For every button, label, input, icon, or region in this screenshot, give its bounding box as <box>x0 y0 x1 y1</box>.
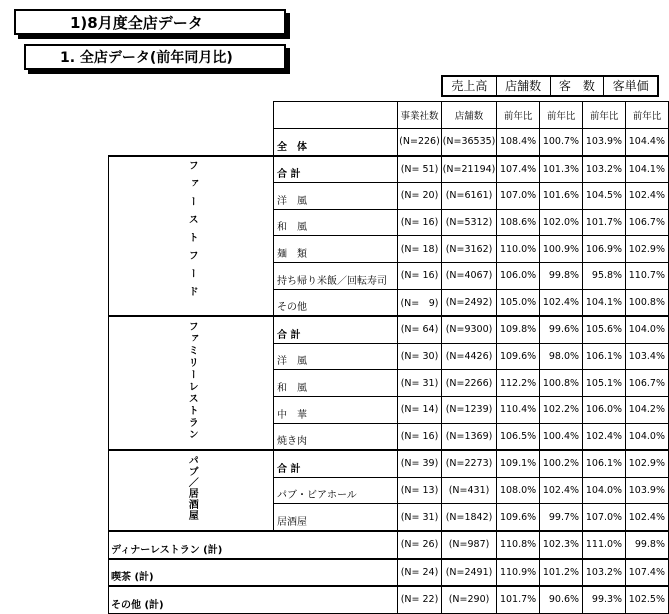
companies-cell: (N=226) <box>397 129 441 156</box>
companies-cell: (N= 16) <box>397 423 441 450</box>
companies-cell: (N= 14) <box>397 396 441 423</box>
stores-cell: (N=36535) <box>442 129 497 156</box>
yoy-stores-cell: 102.4% <box>540 289 583 316</box>
header-yoy-unit-price: 前年比 <box>626 102 669 129</box>
yoy-unit-price-cell: 102.5% <box>626 586 669 613</box>
yoy-sales-cell: 109.6% <box>496 343 539 370</box>
yoy-stores-cell: 100.7% <box>540 129 583 156</box>
yoy-unit-price-cell: 102.9% <box>626 450 669 477</box>
yoy-customers-cell: 104.5% <box>583 183 626 210</box>
yoy-sales-cell: 110.8% <box>496 531 539 559</box>
yoy-unit-price-cell: 104.0% <box>626 423 669 450</box>
yoy-customers-cell: 103.9% <box>583 129 626 156</box>
header-yoy-customers: 前年比 <box>583 102 626 129</box>
metric-label-customers: 客 数 <box>551 77 605 95</box>
yoy-unit-price-cell: 106.7% <box>626 370 669 397</box>
category-fast-food: ファーストフード <box>109 156 274 317</box>
row-label: 居酒屋 <box>274 504 398 531</box>
companies-cell: (N= 31) <box>397 370 441 397</box>
yoy-customers-cell: 103.2% <box>583 559 626 587</box>
yoy-sales-cell: 105.0% <box>496 289 539 316</box>
yoy-unit-price-cell: 99.8% <box>626 531 669 559</box>
yoy-sales-cell: 106.0% <box>496 262 539 289</box>
metric-label-stores: 店舗数 <box>497 77 551 95</box>
table-row <box>109 586 669 613</box>
companies-cell: (N= 9) <box>397 289 441 316</box>
row-label: 和 風 <box>274 209 398 236</box>
yoy-stores-cell: 98.0% <box>540 343 583 370</box>
row-label: 合 計 <box>274 316 398 343</box>
companies-cell: (N= 64) <box>397 316 441 343</box>
yoy-sales-cell: 110.0% <box>496 236 539 263</box>
stores-cell: (N=2492) <box>442 289 497 316</box>
header-row <box>109 102 669 129</box>
yoy-customers-cell: 105.6% <box>583 316 626 343</box>
yoy-unit-price-cell: 106.7% <box>626 209 669 236</box>
yoy-stores-cell: 102.3% <box>540 531 583 559</box>
yoy-sales-cell: 108.6% <box>496 209 539 236</box>
row-label: 合 計 <box>274 450 398 477</box>
yoy-sales-cell: 109.8% <box>496 316 539 343</box>
yoy-sales-cell: 110.4% <box>496 396 539 423</box>
yoy-stores-cell: 102.2% <box>540 396 583 423</box>
yoy-sales-cell: 108.0% <box>496 477 539 504</box>
companies-cell: (N= 26) <box>397 531 441 559</box>
yoy-stores-cell: 100.4% <box>540 423 583 450</box>
data-table <box>108 101 669 614</box>
stores-cell: (N=4426) <box>442 343 497 370</box>
header-yoy-sales: 前年比 <box>496 102 539 129</box>
companies-cell: (N= 13) <box>397 477 441 504</box>
header-yoy-stores: 前年比 <box>540 102 583 129</box>
yoy-customers-cell: 99.3% <box>583 586 626 613</box>
yoy-unit-price-cell: 104.4% <box>626 129 669 156</box>
yoy-unit-price-cell: 103.4% <box>626 343 669 370</box>
yoy-stores-cell: 99.8% <box>540 262 583 289</box>
header-stores: 店舗数 <box>442 102 497 129</box>
yoy-sales-cell: 110.9% <box>496 559 539 587</box>
row-label: 喫茶 (計) <box>109 559 398 587</box>
yoy-customers-cell: 106.1% <box>583 343 626 370</box>
companies-cell: (N= 31) <box>397 504 441 531</box>
yoy-sales-cell: 109.1% <box>496 450 539 477</box>
row-label: 全 体 <box>274 129 398 156</box>
stores-cell: (N=6161) <box>442 183 497 210</box>
yoy-stores-cell: 100.9% <box>540 236 583 263</box>
yoy-stores-cell: 101.2% <box>540 559 583 587</box>
metric-label-unit-price: 客単価 <box>612 79 649 93</box>
stores-cell: (N=1239) <box>442 396 497 423</box>
yoy-stores-cell: 102.0% <box>540 209 583 236</box>
yoy-customers-cell: 103.2% <box>583 156 626 183</box>
yoy-sales-cell: 109.6% <box>496 504 539 531</box>
yoy-customers-cell: 107.0% <box>583 504 626 531</box>
row-label: 合 計 <box>274 156 398 183</box>
row-label: その他 (計) <box>109 586 398 613</box>
table-row <box>109 531 669 559</box>
yoy-unit-price-cell: 100.8% <box>626 289 669 316</box>
table-row <box>109 450 669 477</box>
yoy-customers-cell: 102.4% <box>583 423 626 450</box>
stores-cell: (N=3162) <box>442 236 497 263</box>
yoy-customers-cell: 104.1% <box>583 289 626 316</box>
companies-cell: (N= 22) <box>397 586 441 613</box>
yoy-unit-price-cell: 104.0% <box>626 316 669 343</box>
yoy-stores-cell: 102.4% <box>540 477 583 504</box>
table-row <box>109 559 669 587</box>
yoy-stores-cell: 101.3% <box>540 156 583 183</box>
title-all-store-data: 1. 全店データ(前年同月比) <box>24 44 286 70</box>
yoy-customers-cell: 106.9% <box>583 236 626 263</box>
table-row-total <box>109 129 669 156</box>
row-label: ディナーレストラン (計) <box>109 531 398 559</box>
stores-cell: (N=431) <box>442 477 497 504</box>
stores-cell: (N=21194) <box>442 156 497 183</box>
row-label: 和 風 <box>274 370 398 397</box>
yoy-sales-cell: 106.5% <box>496 423 539 450</box>
yoy-sales-cell: 108.4% <box>496 129 539 156</box>
companies-cell: (N= 30) <box>397 343 441 370</box>
row-label: 洋 風 <box>274 343 398 370</box>
stores-cell: (N=5312) <box>442 209 497 236</box>
yoy-customers-cell: 101.7% <box>583 209 626 236</box>
yoy-customers-cell: 111.0% <box>583 531 626 559</box>
row-label: パブ・ビアホール <box>274 477 398 504</box>
stores-cell: (N=987) <box>442 531 497 559</box>
row-label: 洋 風 <box>274 183 398 210</box>
yoy-unit-price-cell: 104.1% <box>626 156 669 183</box>
table-row <box>109 156 669 183</box>
yoy-sales-cell: 112.2% <box>496 370 539 397</box>
companies-cell: (N= 16) <box>397 209 441 236</box>
companies-cell: (N= 18) <box>397 236 441 263</box>
yoy-unit-price-cell: 110.7% <box>626 262 669 289</box>
yoy-customers-cell: 106.1% <box>583 450 626 477</box>
category-pub-izakaya: パブ／居酒屋 <box>109 450 274 531</box>
yoy-sales-cell: 107.0% <box>496 183 539 210</box>
companies-cell: (N= 24) <box>397 559 441 587</box>
companies-cell: (N= 51) <box>397 156 441 183</box>
yoy-customers-cell: 105.1% <box>583 370 626 397</box>
stores-cell: (N=290) <box>442 586 497 613</box>
stores-cell: (N=1842) <box>442 504 497 531</box>
header-companies: 事業社数 <box>397 102 441 129</box>
yoy-stores-cell: 100.8% <box>540 370 583 397</box>
row-label: 中 華 <box>274 396 398 423</box>
metric-labels <box>441 75 659 97</box>
stores-cell: (N=2273) <box>442 450 497 477</box>
yoy-stores-cell: 100.2% <box>540 450 583 477</box>
stores-cell: (N=2266) <box>442 370 497 397</box>
row-label: 焼き肉 <box>274 423 398 450</box>
yoy-customers-cell: 104.0% <box>583 477 626 504</box>
header-blank-cell <box>274 102 398 129</box>
category-family-restaurant: ファミリーレストラン <box>109 316 274 450</box>
yoy-unit-price-cell: 102.4% <box>626 183 669 210</box>
row-label: その他 <box>274 289 398 316</box>
stores-cell: (N=4067) <box>442 262 497 289</box>
yoy-unit-price-cell: 102.4% <box>626 504 669 531</box>
table-row <box>109 316 669 343</box>
metric-label-sales: 売上高 <box>443 77 497 95</box>
yoy-unit-price-cell: 103.9% <box>626 477 669 504</box>
yoy-unit-price-cell: 107.4% <box>626 559 669 587</box>
stores-cell: (N=2491) <box>442 559 497 587</box>
companies-cell: (N= 39) <box>397 450 441 477</box>
yoy-stores-cell: 90.6% <box>540 586 583 613</box>
yoy-stores-cell: 101.6% <box>540 183 583 210</box>
row-label: 麺 類 <box>274 236 398 263</box>
yoy-sales-cell: 107.4% <box>496 156 539 183</box>
row-label: 持ち帰り米飯／回転寿司 <box>274 262 398 289</box>
yoy-unit-price-cell: 104.2% <box>626 396 669 423</box>
companies-cell: (N= 16) <box>397 262 441 289</box>
yoy-sales-cell: 101.7% <box>496 586 539 613</box>
stores-cell: (N=1369) <box>442 423 497 450</box>
yoy-customers-cell: 95.8% <box>583 262 626 289</box>
yoy-stores-cell: 99.7% <box>540 504 583 531</box>
stores-cell: (N=9300) <box>442 316 497 343</box>
title-monthly-data: 1)8月度全店データ <box>14 9 286 35</box>
companies-cell: (N= 20) <box>397 183 441 210</box>
yoy-unit-price-cell: 102.9% <box>626 236 669 263</box>
yoy-stores-cell: 99.6% <box>540 316 583 343</box>
yoy-customers-cell: 106.0% <box>583 396 626 423</box>
